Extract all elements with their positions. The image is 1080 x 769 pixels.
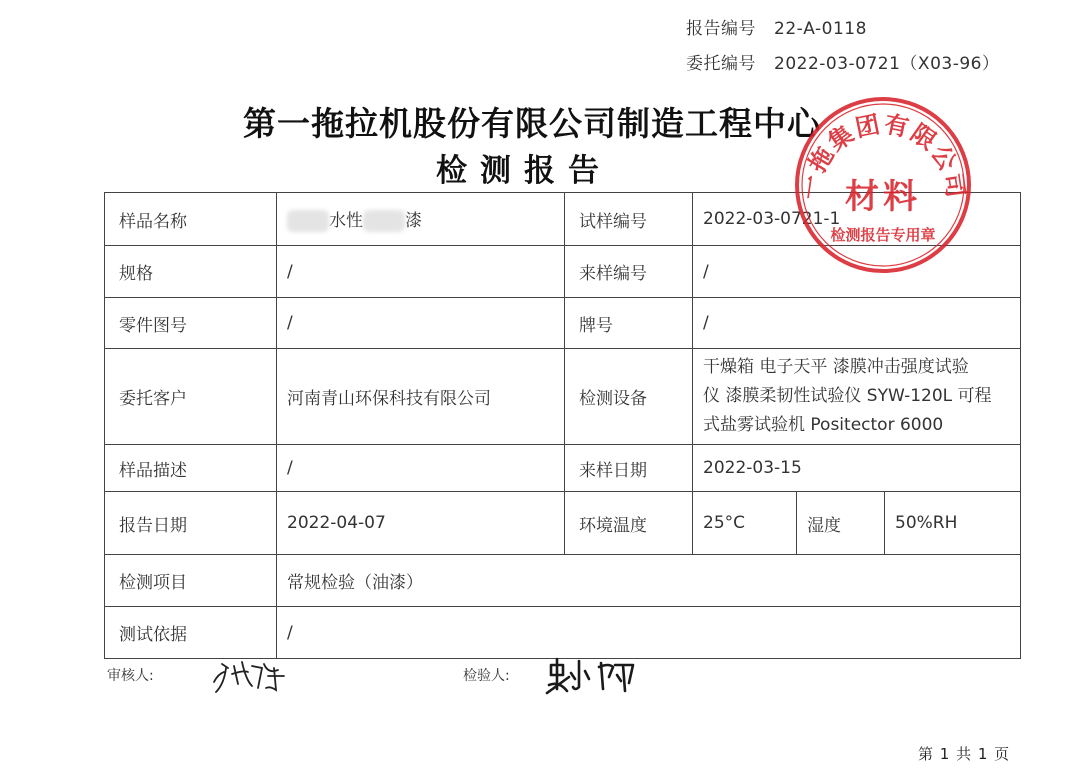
table-row [105,349,1021,445]
sample-name-part-b: 漆 [405,211,422,231]
temperature-value: 25°C [693,492,797,555]
humidity-value: 50%RH [885,492,1021,555]
description-value: / [277,445,565,492]
equipment-line: 式盐雾试验机 Positector 6000 [703,415,944,435]
company-title: 第一拖拉机股份有限公司制造工程中心 [243,104,821,143]
redaction [363,210,405,232]
test-item-label: 检测项目 [105,555,277,607]
client-value: 河南青山环保科技有限公司 [277,349,565,445]
sample-name-part-a: 水性 [329,211,363,231]
equipment-line: 干燥箱 电子天平 漆膜冲击强度试验 [703,357,969,377]
commission-number-label: 委托编号 [686,54,756,74]
table-row [105,555,1021,607]
temperature-label: 环境温度 [565,492,693,555]
commission-number-value: 2022-03-0721（X03-96） [774,54,1000,74]
description-label: 样品描述 [105,445,277,492]
report-number-line [686,14,867,39]
incoming-date-label: 来样日期 [565,445,693,492]
test-basis-value: / [277,607,1021,659]
reviewer-signature [208,652,298,697]
table-row [105,298,1021,349]
spec-value: / [277,246,565,298]
incoming-no-value: / [693,246,1021,298]
inspector-label: 检验人: [463,668,510,684]
equipment-value [693,349,1021,445]
redaction [287,210,329,232]
table-row [105,492,1021,555]
page-number: 第 1 共 1 页 [918,745,1011,763]
seal-center-text: 材料 [845,177,921,217]
sample-name-label: 样品名称 [105,193,277,246]
test-item-value: 常规检验（油漆） [277,555,1021,607]
equipment-line: 仪 漆膜柔韧性试验仪 SYW-120L 可程 [703,386,992,406]
sample-name-value [277,193,565,246]
sample-no-value: 2022-03-0721-1 [693,193,1021,246]
table-row [105,607,1021,659]
humidity-label: 湿度 [797,492,885,555]
report-date-label: 报告日期 [105,492,277,555]
official-seal [788,90,978,280]
drawing-no-label: 零件图号 [105,298,277,349]
report-date-value: 2022-04-07 [277,492,565,555]
table-row [105,445,1021,492]
test-basis-label: 测试依据 [105,607,277,659]
seal-inner-text: 检测报告专用章 [830,226,936,244]
inspector-signature [545,655,640,697]
drawing-no-value: / [277,298,565,349]
incoming-date-value: 2022-03-15 [693,445,1021,492]
brand-value: / [693,298,1021,349]
spec-label: 规格 [105,246,277,298]
commission-number-line [686,49,999,74]
reviewer-label: 审核人: [107,668,154,684]
equipment-label: 检测设备 [565,349,693,445]
seal-outer-text: 一拖集团有限公司 [796,109,970,202]
incoming-no-label: 来样编号 [565,246,693,298]
report-number-label: 报告编号 [686,19,756,39]
client-label: 委托客户 [105,349,277,445]
report-title: 检测报告 [436,153,612,189]
sample-no-label: 试样编号 [565,193,693,246]
brand-label: 牌号 [565,298,693,349]
report-number-value: 22-A-0118 [774,19,867,39]
